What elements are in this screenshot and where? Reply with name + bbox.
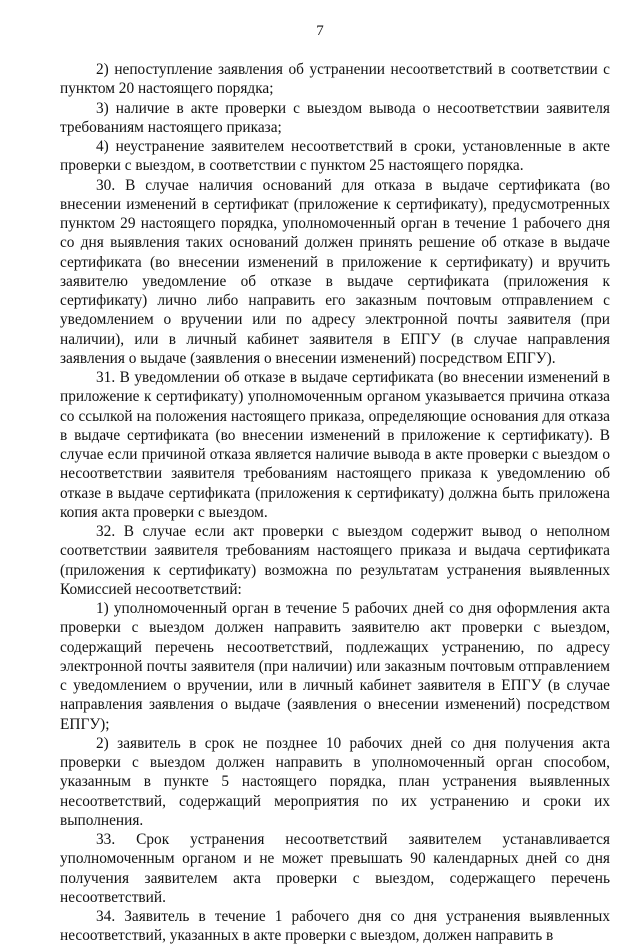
- document-body: [60, 60, 610, 946]
- paragraph-clause-32: 32. В случае если акт проверки с выездом содержит вывод о неполном соответствии заявителя требованиям настоящего приказа и выдача сертификата (приложения к сертификату) возможна по результатам устранения выявленных Комиссией несоответствий:: [60, 523, 610, 598]
- paragraph-clause-34: 34. Заявитель в течение 1 рабочего дня со дня устранения выявленных несоответствий, указанных в акте проверки с выездом, должен направить в: [60, 908, 610, 945]
- paragraph-clause-32-item-2: 2) заявитель в срок не позднее 10 рабочих дней со дня получения акта проверки с выездом должен направить в уполномоченный орган способом, указанным в пункте 5 настоящего порядка, план устранения выявленных несоответствий, содержащий мероприятия по их устранению и сроки их выполнения.: [60, 734, 610, 829]
- paragraph-item-4: 4) неустранение заявителем несоответствий в сроки, установленные в акте проверки с выездом, в соответствии с пунктом 25 настоящего порядка.: [60, 138, 610, 175]
- paragraph-clause-30: 30. В случае наличия оснований для отказа в выдаче сертификата (во внесении изменений в сертификат (приложение к сертификату), предусмотренных пунктом 29 настоящего порядка, уполномоченный орган в течение 1 рабочего дня со дня выявления таких оснований должен принять решение об отказе в выдаче сертификата (во внесении изменений в приложение к сертификату) и вручить заявителю уведомление об отказе в выдаче сертификата (приложения к сертификату) лично либо направить его заказным почтовым отправлением с уведомлением о вручении или по адресу электронной почты заявителя (при наличии), или в личный кабинет заявителя в ЕПГУ (в случае направления заявления о выдаче (заявления о внесении изменений) посредством ЕПГУ).: [60, 176, 610, 367]
- paragraph-clause-33: 33. Срок устранения несоответствий заявителем устанавливается уполномоченным органом и не может превышать 90 календарных дней со дня получения заявителем акта проверки с выездом, содержащего перечень несоответствий.: [60, 831, 610, 906]
- page-number: 7: [316, 23, 324, 39]
- paragraph-item-2: 2) непоступление заявления об устранении несоответствий в соответствии с пунктом 20 настоящего порядка;: [60, 61, 610, 98]
- paragraph-clause-31: 31. В уведомлении об отказе в выдаче сертификата (во внесении изменений в приложение к сертификату) уполномоченным органом указывается причина отказа со ссылкой на положения настоящего приказа, определяющие основания для отказа в выдаче сертификата (во внесении изменений в приложение к сертификату). В случае если причиной отказа является наличие вывода в акте проверки с выездом о несоответствии заявителя требованиям настоящего приказа к уведомлению об отказе в выдаче сертификата (приложения к сертификату) должна быть приложена копия акта проверки с выездом.: [60, 369, 610, 521]
- paragraph-item-3: 3) наличие в акте проверки с выездом вывода о несоответствии заявителя требованиям настоящего приказа;: [60, 99, 610, 136]
- paragraph-clause-32-item-1: 1) уполномоченный орган в течение 5 рабочих дней со дня оформления акта проверки с выездом должен направить заявителю акт проверки с выездом, содержащий перечень несоответствий, подлежащих устранению, по адресу электронной почты заявителя (при наличии) или заказным почтовым отправлением с уведомлением о вручении, или в личный кабинет заявителя в ЕПГУ (в случае направления заявления о выдаче (заявления о внесении изменений) посредством ЕПГУ);: [60, 600, 610, 733]
